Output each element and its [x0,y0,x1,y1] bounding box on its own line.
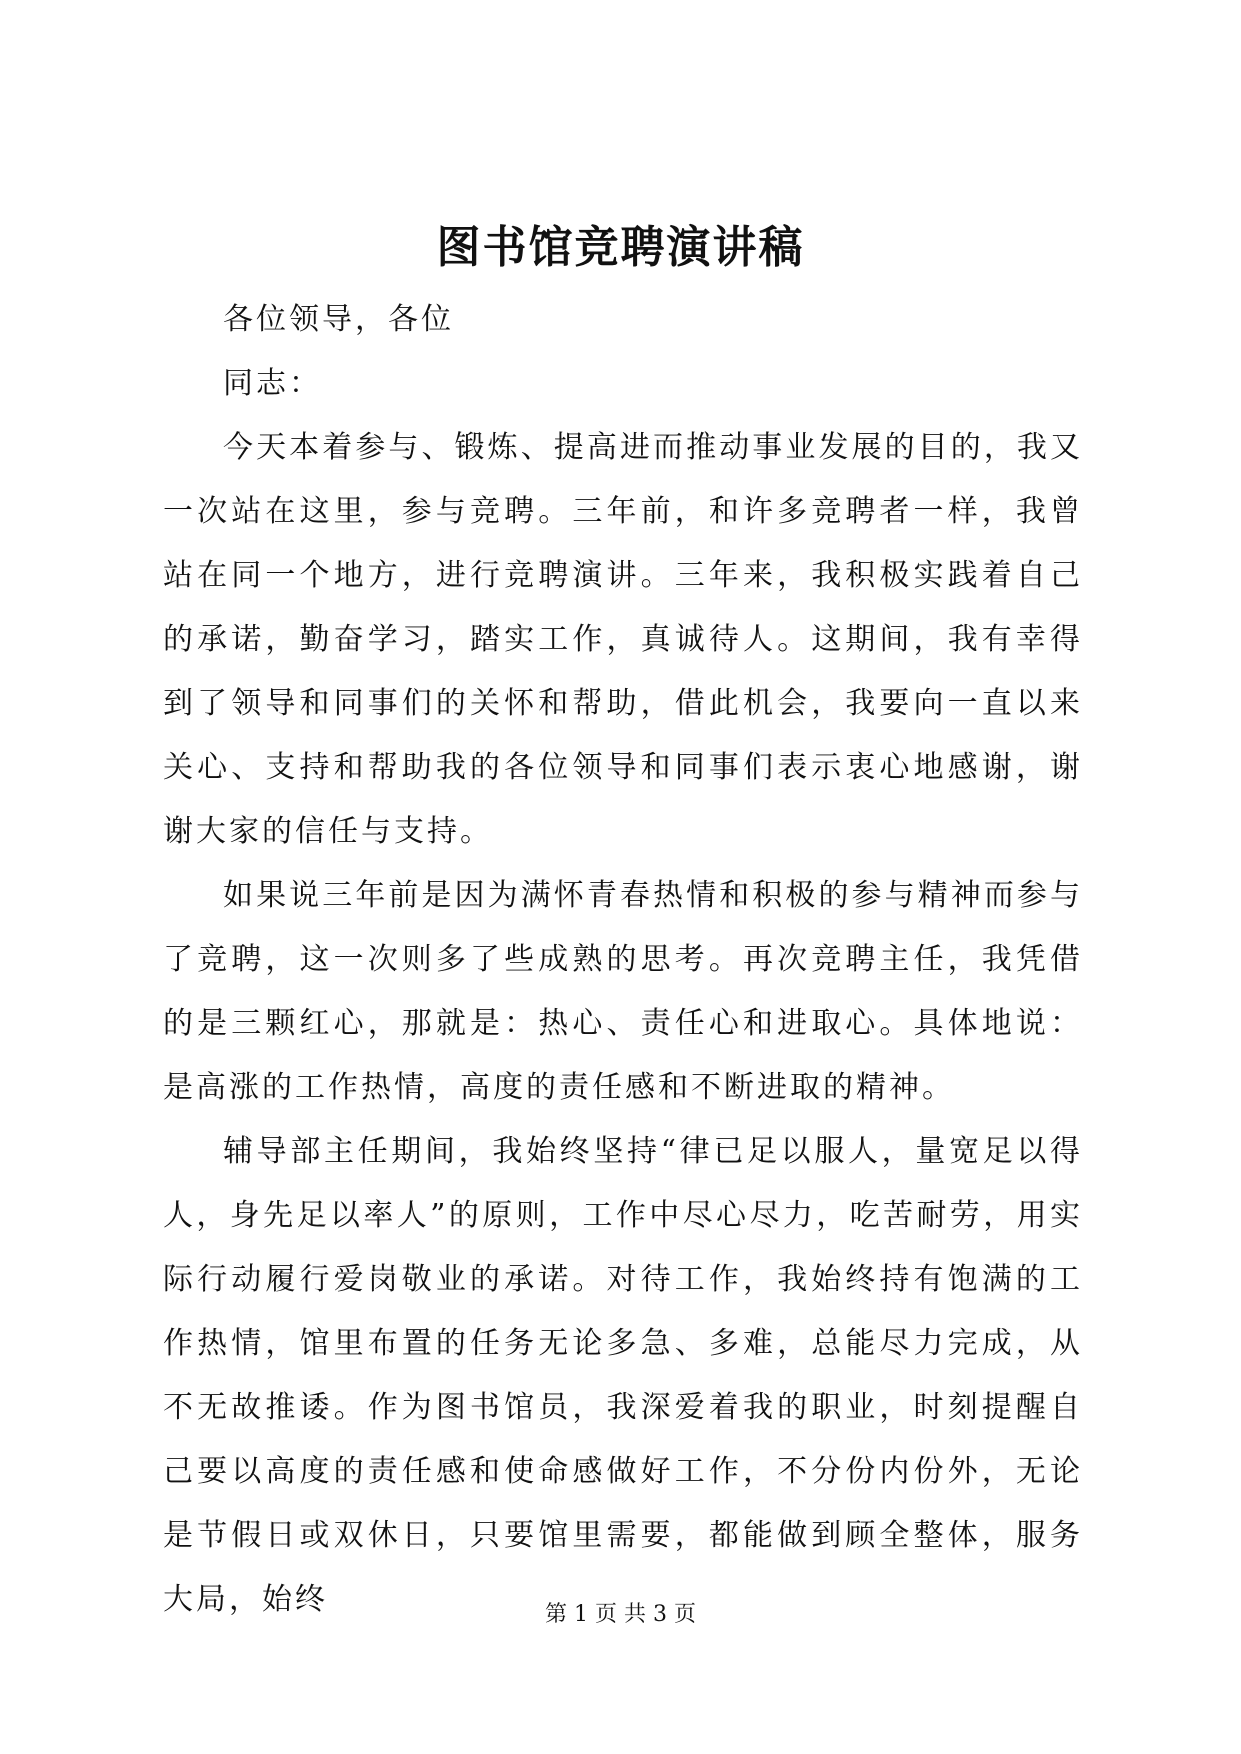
document-title: 图书馆竞聘演讲稿 [436,222,805,273]
page-footer: 第 1 页 共 3 页 [545,1602,696,1627]
document-body [163,288,1083,1632]
salutation-continuation-paragraph: 同志： [223,366,322,401]
intro-paragraph: 今天本着参与、锻炼、提高进而推动事业发展的目的，我又一次站在这里，参与竞聘。三年前，和许多竞聘者一样，我曾站在同一个地方，进行竞聘演讲。三年来，我积极实践着自己的承诺，勤奋学习，踏实工作，真诚待人。这期间，我有幸得到了领导和同事们的关怀和帮助，借此机会，我要向一直以来关心、支持和帮助我的各位领导和同事们表示衷心地感谢，谢谢大家的信任与支持。 [163,430,1083,849]
motivation-paragraph: 如果说三年前是因为满怀青春热情和积极的参与精神而参与了竞聘，这一次则多了些成熟的思考。再次竞聘主任，我凭借的是三颗红心，那就是：热心、责任心和进取心。具体地说：是高涨的工作热情，高度的责任感和不断进取的精神。 [163,878,1083,1105]
salutation-paragraph: 各位领导，各位 [223,302,454,337]
experience-paragraph: 辅导部主任期间，我始终坚持“律已足以服人，量宽足以得人，身先足以率人”的原则，工作中尽心尽力，吃苦耐劳，用实际行动履行爱岗敬业的承诺。对待工作，我始终持有饱满的工作热情，馆里布置的任务无论多急、多难，总能尽力完成，从不无故推诿。作为图书馆员，我深爱着我的职业，时刻提醒自己要以高度的责任感和使命感做好工作，不分份内份外，无论是节假日或双休日，只要馆里需要，都能做到顾全整体，服务大局，始终 [163,1134,1083,1617]
